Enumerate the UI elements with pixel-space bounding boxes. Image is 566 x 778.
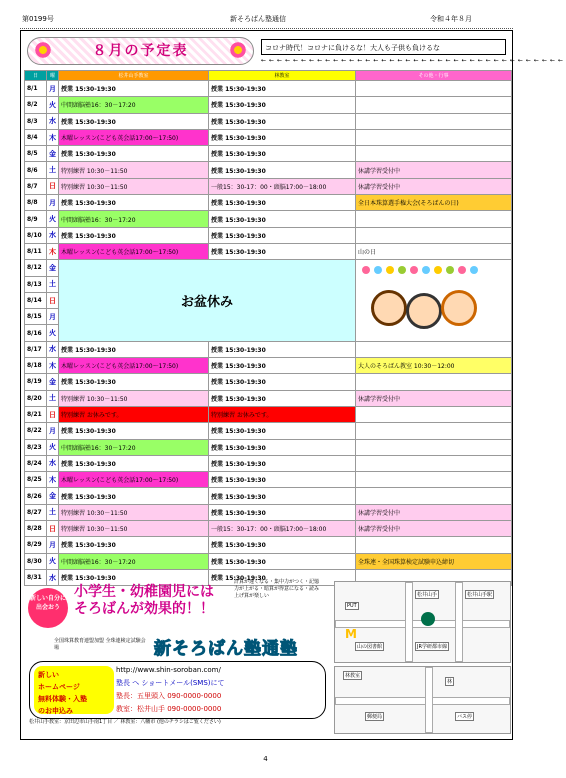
row-date: 8/26 <box>25 488 47 504</box>
row-date: 8/20 <box>25 390 47 406</box>
matsuiyamate-cell: 授業 15:30-19:30 <box>59 423 209 439</box>
benefits-list: 計算が速くなる・集中力がつく・記憶力が上がる・暗算が得意になる・読み上げ算が楽しい <box>234 579 320 599</box>
event-cell: 大人のそろばん教室 10:30－12:00 <box>356 358 512 374</box>
table-row <box>25 553 512 569</box>
row-weekday: 水 <box>47 455 59 471</box>
matsuiyamate-cell: 木曜レッスン(こども英会話17:00～17:50) <box>59 358 209 374</box>
event-cell <box>356 341 512 357</box>
row-weekday: 日 <box>47 178 59 194</box>
web-callout-line: 新しい <box>38 671 59 679</box>
event-cell <box>356 227 512 243</box>
map-label: 林 <box>447 679 453 685</box>
hayashi-cell: 授業 15:30-19:30 <box>209 423 356 439</box>
lantern-icon <box>458 266 466 274</box>
row-weekday: 金 <box>47 374 59 390</box>
lantern-icon <box>386 266 394 274</box>
row-date: 8/24 <box>25 455 47 471</box>
table-row <box>25 390 512 406</box>
sms-line: 塾長 へ ショートメール(SMS)にて <box>116 679 225 687</box>
row-date: 8/11 <box>25 243 47 259</box>
footer-notes: 松井山手教室：京田辺市山手南1丁目 ／ 林教室：八幡市 (他のチラシはご覧ください) <box>29 719 221 725</box>
row-date: 8/31 <box>25 569 47 585</box>
table-row <box>25 260 512 276</box>
starbucks-icon <box>421 612 435 626</box>
hayashi-cell: 授業 15:30-19:30 <box>209 341 356 357</box>
table-row <box>25 439 512 455</box>
row-weekday: 月 <box>47 537 59 553</box>
page-title: ８月の予定表 <box>92 43 189 59</box>
contact-lines <box>116 664 225 716</box>
matsuiyamate-cell: 中間頭脳塾16：30－17:20 <box>59 97 209 113</box>
row-date: 8/18 <box>25 358 47 374</box>
row-date: 8/21 <box>25 406 47 422</box>
hayashi-cell: 授業 15:30-19:30 <box>209 81 356 97</box>
matsuiyamate-cell: 授業 15:30-19:30 <box>59 374 209 390</box>
col-matsuiyamate: 松井山手教室 <box>59 71 209 81</box>
header-line <box>20 10 513 29</box>
hayashi-cell: 特別練習 お休みです。 <box>209 406 356 422</box>
hayashi-cell: 授業 15:30-19:30 <box>209 390 356 406</box>
event-cell <box>356 537 512 553</box>
lantern-icon <box>398 266 406 274</box>
matsuiyamate-cell: 特別練習 10:30－11:50 <box>59 178 209 194</box>
event-cell: 休講学習受付中 <box>356 521 512 537</box>
row-weekday: 金 <box>47 146 59 162</box>
event-cell <box>356 81 512 97</box>
row-date: 8/8 <box>25 195 47 211</box>
table-row <box>25 227 512 243</box>
table-row <box>25 211 512 227</box>
flower-icon <box>229 41 247 59</box>
flower-icon <box>34 41 52 59</box>
row-weekday: 金 <box>47 488 59 504</box>
matsuiyamate-cell: 特別練習 10:30－11:50 <box>59 521 209 537</box>
web-callout-line: のお申込み <box>38 707 73 715</box>
row-weekday: 水 <box>47 341 59 357</box>
table-row <box>25 406 512 422</box>
table-row <box>25 358 512 374</box>
map-label: JR学研都市線 <box>417 644 447 650</box>
badge: 新しい自分に出会おう <box>28 588 68 628</box>
event-cell <box>356 374 512 390</box>
phone-line: 塾長：五里頭入 090-0000-0000 <box>116 692 222 700</box>
children-illustration <box>366 285 476 330</box>
table-row <box>25 81 512 97</box>
row-date: 8/10 <box>25 227 47 243</box>
matsuiyamate-cell: 中間頭脳塾16：30－17:20 <box>59 439 209 455</box>
event-cell <box>356 472 512 488</box>
hayashi-cell: 授業 15:30-19:30 <box>209 553 356 569</box>
matsuiyamate-cell: 授業 15:30-19:30 <box>59 113 209 129</box>
newsletter-title: 新そろばん塾通信 <box>230 15 286 23</box>
row-weekday: 木 <box>47 472 59 488</box>
event-cell: 山の日 <box>356 243 512 259</box>
map-label: バス停 <box>457 714 473 720</box>
matsuiyamate-cell: 授業 15:30-19:30 <box>59 195 209 211</box>
event-cell <box>356 439 512 455</box>
matsuiyamate-cell: 授業 15:30-19:30 <box>59 537 209 553</box>
association-note: 全国珠算教育連盟加盟 全珠連検定試験会場 <box>54 638 146 651</box>
web-callout-line: ホームページ <box>38 683 80 691</box>
row-weekday: 木 <box>47 243 59 259</box>
row-date: 8/22 <box>25 423 47 439</box>
hayashi-cell: 授業 15:30-19:30 <box>209 455 356 471</box>
matsuiyamate-cell: 特別練習 お休みです。 <box>59 406 209 422</box>
row-date: 8/1 <box>25 81 47 97</box>
col-events: その他・行事 <box>356 71 512 81</box>
row-weekday: 火 <box>47 211 59 227</box>
row-weekday: 月 <box>47 423 59 439</box>
row-weekday: 水 <box>47 569 59 585</box>
row-weekday: 木 <box>47 129 59 145</box>
table-row <box>25 341 512 357</box>
matsuiyamate-cell: 授業 15:30-19:30 <box>59 455 209 471</box>
row-date: 8/19 <box>25 374 47 390</box>
matsuiyamate-cell: 授業 15:30-19:30 <box>59 227 209 243</box>
row-date: 8/16 <box>25 325 47 341</box>
row-weekday: 水 <box>47 227 59 243</box>
event-cell: 休講学習受付中 <box>356 504 512 520</box>
phone-line: 教室：松井山手 090-0000-0000 <box>116 705 222 713</box>
event-cell <box>356 406 512 422</box>
row-weekday: 土 <box>47 390 59 406</box>
row-date: 8/28 <box>25 521 47 537</box>
schedule-table <box>24 70 512 586</box>
row-date: 8/3 <box>25 113 47 129</box>
map-label: 松井山手 <box>417 592 438 598</box>
matsuiyamate-cell: 授業 15:30-19:30 <box>59 569 209 585</box>
table-row <box>25 129 512 145</box>
row-weekday: 火 <box>47 325 59 341</box>
matsuiyamate-cell: 授業 15:30-19:30 <box>59 341 209 357</box>
row-date: 8/6 <box>25 162 47 178</box>
event-cell <box>356 113 512 129</box>
hayashi-cell: 授業 15:30-19:30 <box>209 227 356 243</box>
advertisement-area <box>24 576 511 736</box>
hayashi-cell: 授業 15:30-19:30 <box>209 113 356 129</box>
map-label: 林教室 <box>345 673 361 679</box>
title-banner <box>27 37 254 65</box>
col-hayashi: 林教室 <box>209 71 356 81</box>
table-row <box>25 488 512 504</box>
row-date: 8/13 <box>25 276 47 292</box>
matsuiyamate-cell: 授業 15:30-19:30 <box>59 81 209 97</box>
matsuiyamate-cell: 中間頭脳塾16：30－17:20 <box>59 553 209 569</box>
matsuiyamate-cell: 木曜レッスン(こども英会話17:00～17:50) <box>59 129 209 145</box>
row-date: 8/29 <box>25 537 47 553</box>
mcdonalds-icon: M <box>345 627 357 641</box>
row-weekday: 月 <box>47 309 59 325</box>
event-cell <box>356 423 512 439</box>
table-row <box>25 455 512 471</box>
row-weekday: 月 <box>47 195 59 211</box>
issue-number: 第0199号 <box>22 15 54 23</box>
hayashi-cell: 授業 15:30-19:30 <box>209 211 356 227</box>
table-row <box>25 162 512 178</box>
table-row <box>25 97 512 113</box>
map-label: 郵便局 <box>367 714 383 720</box>
row-date: 8/15 <box>25 309 47 325</box>
row-date: 8/2 <box>25 97 47 113</box>
catch-copy: 小学生・幼稚園児には そろばんが効果的！！ <box>74 584 214 617</box>
event-cell <box>356 211 512 227</box>
matsuiyamate-cell: 授業 15:30-19:30 <box>59 146 209 162</box>
hayashi-cell: 授業 15:30-19:30 <box>209 537 356 553</box>
row-weekday: 金 <box>47 260 59 276</box>
col-date: 日 <box>25 71 47 81</box>
hayashi-cell: 授業 15:30-19:30 <box>209 374 356 390</box>
hayashi-cell: 授業 15:30-19:30 <box>209 129 356 145</box>
row-weekday: 火 <box>47 97 59 113</box>
row-date: 8/4 <box>25 129 47 145</box>
row-weekday: 水 <box>47 113 59 129</box>
map-label: 山の図書館 <box>357 644 383 650</box>
table-row <box>25 243 512 259</box>
event-cell <box>356 129 512 145</box>
row-date: 8/17 <box>25 341 47 357</box>
row-weekday: 土 <box>47 504 59 520</box>
hayashi-cell: 授業 15:30-19:30 <box>209 243 356 259</box>
table-row <box>25 178 512 194</box>
lantern-icon <box>410 266 418 274</box>
row-weekday: 日 <box>47 292 59 308</box>
table-row <box>25 521 512 537</box>
website-link[interactable]: http://www.shin-soroban.com/ <box>116 666 221 674</box>
row-weekday: 月 <box>47 81 59 97</box>
matsuiyamate-cell: 木曜レッスン(こども英会話17:00～17:50) <box>59 472 209 488</box>
row-weekday: 火 <box>47 439 59 455</box>
lantern-icon <box>374 266 382 274</box>
hayashi-cell: 授業 15:30-19:30 <box>209 195 356 211</box>
hayashi-cell: 一般15：30-17：00・頭脳17:00－18:00 <box>209 521 356 537</box>
event-cell <box>356 455 512 471</box>
event-cell: 休講学習受付中 <box>356 162 512 178</box>
lantern-icon <box>446 266 454 274</box>
map-label: 松井山手駅 <box>467 592 493 598</box>
row-weekday: 土 <box>47 162 59 178</box>
event-cell: 休講学習受付中 <box>356 178 512 194</box>
row-weekday: 日 <box>47 521 59 537</box>
matsuiyamate-cell: 木曜レッスン(こども英会話17:00～17:50) <box>59 243 209 259</box>
event-cell <box>356 97 512 113</box>
arrow-decoration: ←←←←←←←←←←←←←←←←←←←←←←←←←←←←←←←←←←←←←← <box>261 57 566 64</box>
hayashi-cell: 授業 15:30-19:30 <box>209 162 356 178</box>
matsuiyamate-cell: 特別練習 10:30－11:50 <box>59 162 209 178</box>
hayashi-cell: 授業 15:30-19:30 <box>209 504 356 520</box>
map-hayashi <box>334 666 511 734</box>
obon-holiday: お盆休み <box>59 260 356 341</box>
table-row <box>25 423 512 439</box>
col-weekday: 曜 <box>47 71 59 81</box>
hayashi-cell: 授業 15:30-19:30 <box>209 472 356 488</box>
row-date: 8/27 <box>25 504 47 520</box>
newsletter-frame <box>20 30 566 740</box>
hayashi-cell: 授業 15:30-19:30 <box>209 569 356 585</box>
table-row <box>25 113 512 129</box>
event-cell <box>356 146 512 162</box>
hayashi-cell: 授業 15:30-19:30 <box>209 146 356 162</box>
row-date: 8/14 <box>25 292 47 308</box>
web-callout <box>34 666 114 714</box>
page-number: 4 <box>263 755 268 763</box>
event-cell: 全珠連・全国珠算検定試験申込締切 <box>356 553 512 569</box>
row-weekday: 日 <box>47 406 59 422</box>
table-row <box>25 195 512 211</box>
lantern-icon <box>434 266 442 274</box>
hayashi-cell: 授業 15:30-19:30 <box>209 488 356 504</box>
ad-left <box>24 576 324 736</box>
lantern-icon <box>362 266 370 274</box>
matsuiyamate-cell: 中間頭脳塾16：30－17:20 <box>59 211 209 227</box>
matsuiyamate-cell: 授業 15:30-19:30 <box>59 488 209 504</box>
row-weekday: 土 <box>47 276 59 292</box>
web-callout-line: 無料体験・入塾 <box>38 695 87 703</box>
table-row <box>25 472 512 488</box>
hayashi-cell: 一般15：30-17：00・頭脳17:00－18:00 <box>209 178 356 194</box>
obon-illustration <box>356 260 512 341</box>
event-cell: 全日本珠算選手権大会(そろばんの日) <box>356 195 512 211</box>
row-date: 8/23 <box>25 439 47 455</box>
row-weekday: 火 <box>47 553 59 569</box>
row-date: 8/30 <box>25 553 47 569</box>
row-date: 8/12 <box>25 260 47 276</box>
event-cell: 休講学習受付中 <box>356 390 512 406</box>
row-date: 8/7 <box>25 178 47 194</box>
matsuiyamate-cell: 特別練習 10:30－11:50 <box>59 504 209 520</box>
hayashi-cell: 授業 15:30-19:30 <box>209 439 356 455</box>
hayashi-cell: 授業 15:30-19:30 <box>209 97 356 113</box>
map-label: PUT <box>347 603 357 609</box>
map-matsuiyamate <box>334 581 511 663</box>
slogan-box: コロナ時代！コロナに負けるな！大人も子供も負けるな <box>261 39 506 55</box>
matsuiyamate-cell: 特別練習 10:30－11:50 <box>59 390 209 406</box>
hayashi-cell: 授業 15:30-19:30 <box>209 358 356 374</box>
table-row <box>25 146 512 162</box>
table-row <box>25 504 512 520</box>
row-date: 8/5 <box>25 146 47 162</box>
row-date: 8/25 <box>25 472 47 488</box>
issue-date: 令和４年８月 <box>430 15 472 23</box>
table-row <box>25 374 512 390</box>
school-name: 新そろばん塾通塾 <box>154 639 298 659</box>
event-cell <box>356 488 512 504</box>
row-date: 8/9 <box>25 211 47 227</box>
row-weekday: 木 <box>47 358 59 374</box>
lantern-icon <box>422 266 430 274</box>
lantern-icon <box>470 266 478 274</box>
contact-box <box>29 661 326 719</box>
table-row <box>25 537 512 553</box>
